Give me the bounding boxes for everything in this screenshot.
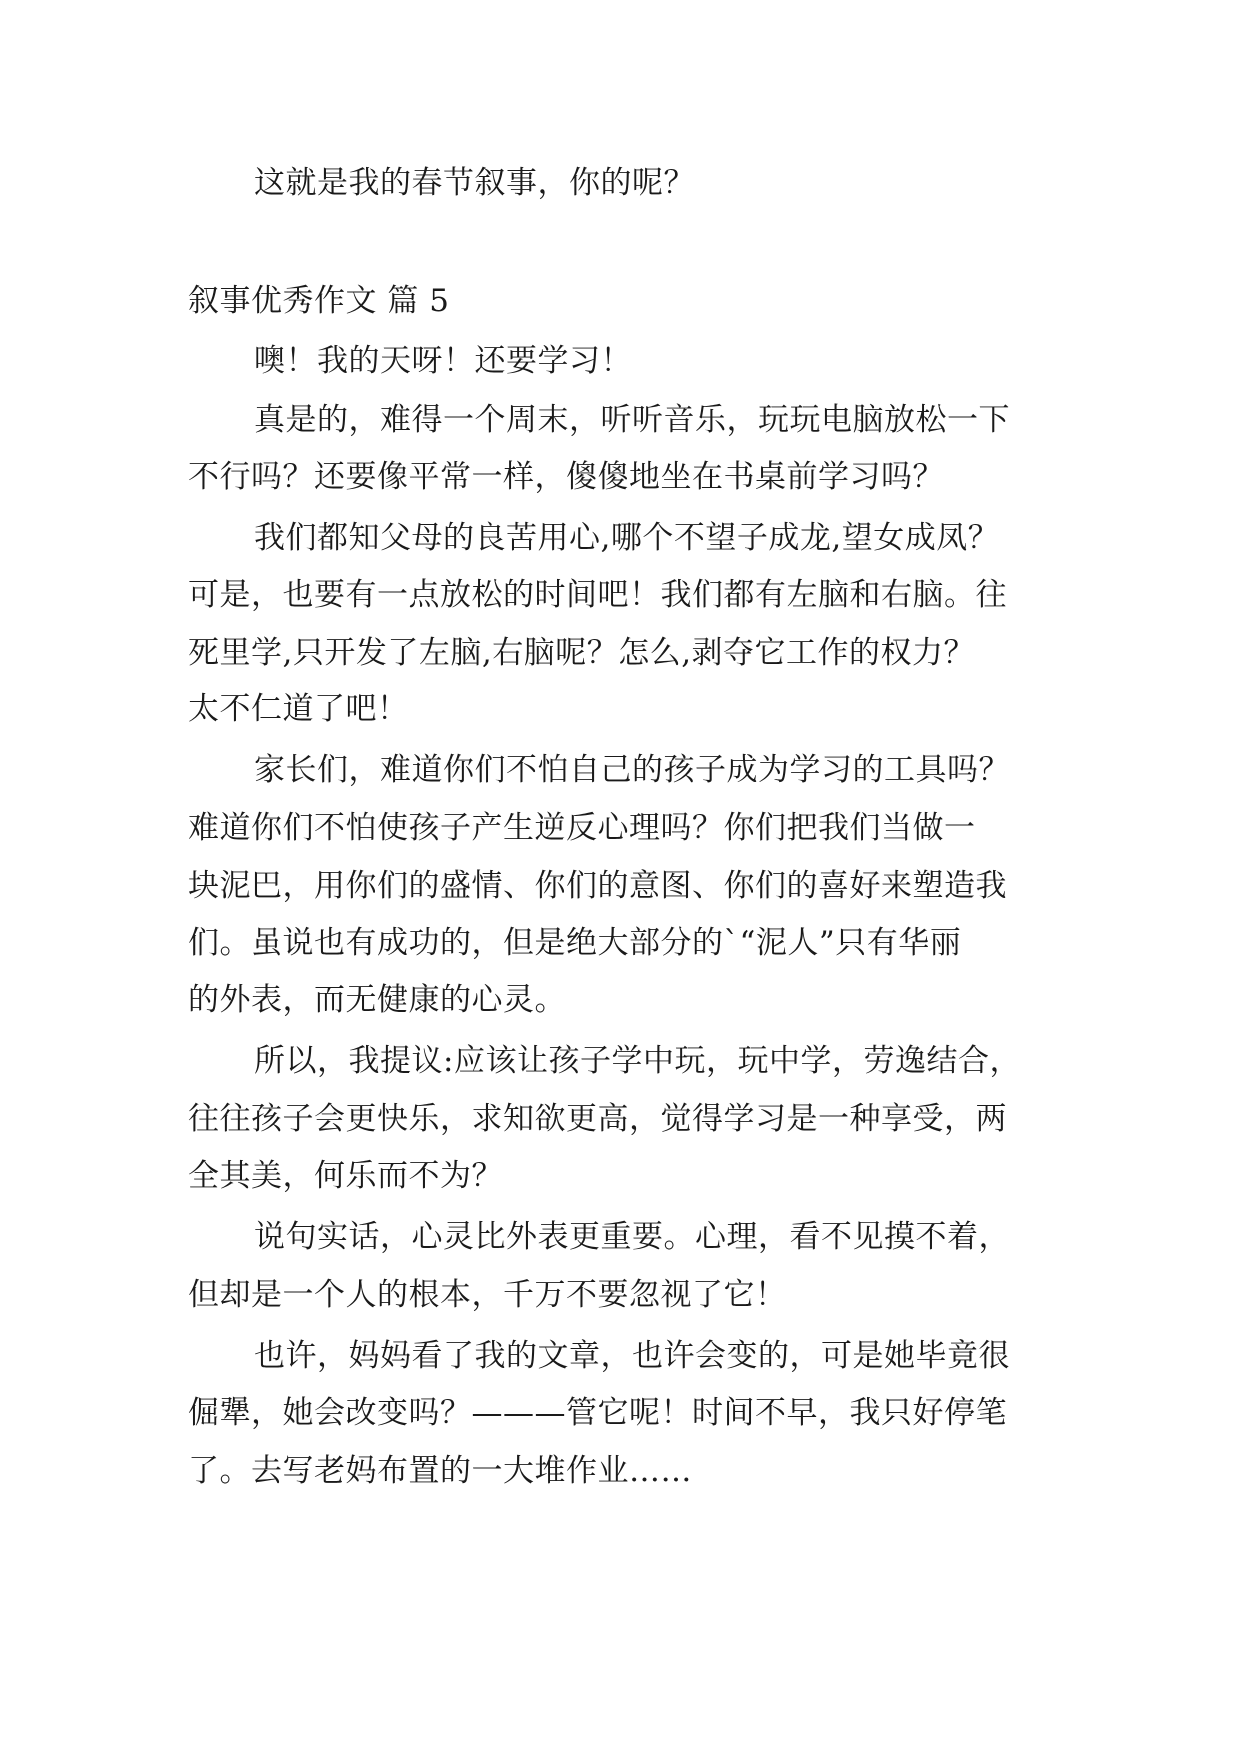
paragraph-line: 往往孩子会更快乐，求知欲更高，觉得学习是一种享受，两 [188,1101,1007,1137]
paragraph-line: 说句实话，心灵比外表更重要。心理，看不见摸不着， [254,1219,1010,1255]
paragraph-line: 所以，我提议:应该让孩子学中玩，玩中学，劳逸结合， [254,1043,1021,1079]
paragraph-line: 也许，妈妈看了我的文章，也许会变的，可是她毕竟很 [254,1338,1010,1374]
paragraph-line: 难道你们不怕使孩子产生逆反心理吗？你们把我们当做一 [188,810,976,846]
paragraph-line: 全其美，何乐而不为？ [188,1158,503,1194]
paragraph-line: 们。虽说也有成功的，但是绝大部分的`“泥人”只有华丽 [188,925,962,961]
paragraph-line: 噢！我的天呀！还要学习！ [254,343,632,379]
paragraph-line: 但却是一个人的根本，千万不要忽视了它！ [188,1277,787,1313]
paragraph-line: 块泥巴，用你们的盛情、你们的意图、你们的喜好来塑造我 [188,868,1007,904]
paragraph-line: 太不仁道了吧！ [188,691,409,727]
paragraph-line: 死里学,只开发了左脑,右脑呢？怎么,剥夺它工作的权力？ [188,635,976,671]
paragraph-line: 家长们，难道你们不怕自己的孩子成为学习的工具吗？ [254,752,1010,788]
paragraph-line: 不行吗？还要像平常一样，傻傻地坐在书桌前学习吗？ [188,459,944,495]
closing-line: 这就是我的春节叙事，你的呢？ [254,165,695,201]
paragraph-line: 真是的，难得一个周末，听听音乐，玩玩电脑放松一下 [254,402,1010,438]
paragraph-line: 了。去写老妈布置的一大堆作业…… [188,1453,692,1489]
paragraph-line: 的外表，而无健康的心灵。 [188,982,566,1018]
section-heading: 叙事优秀作文 篇 5 [188,283,450,319]
paragraph-line: 倔犟，她会改变吗？———管它呢！时间不早，我只好停笔 [188,1395,1007,1431]
paragraph-line: 我们都知父母的良苦用心,哪个不望子成龙,望女成凤？ [254,520,1000,556]
paragraph-line: 可是，也要有一点放松的时间吧！我们都有左脑和右脑。往 [188,577,1007,613]
